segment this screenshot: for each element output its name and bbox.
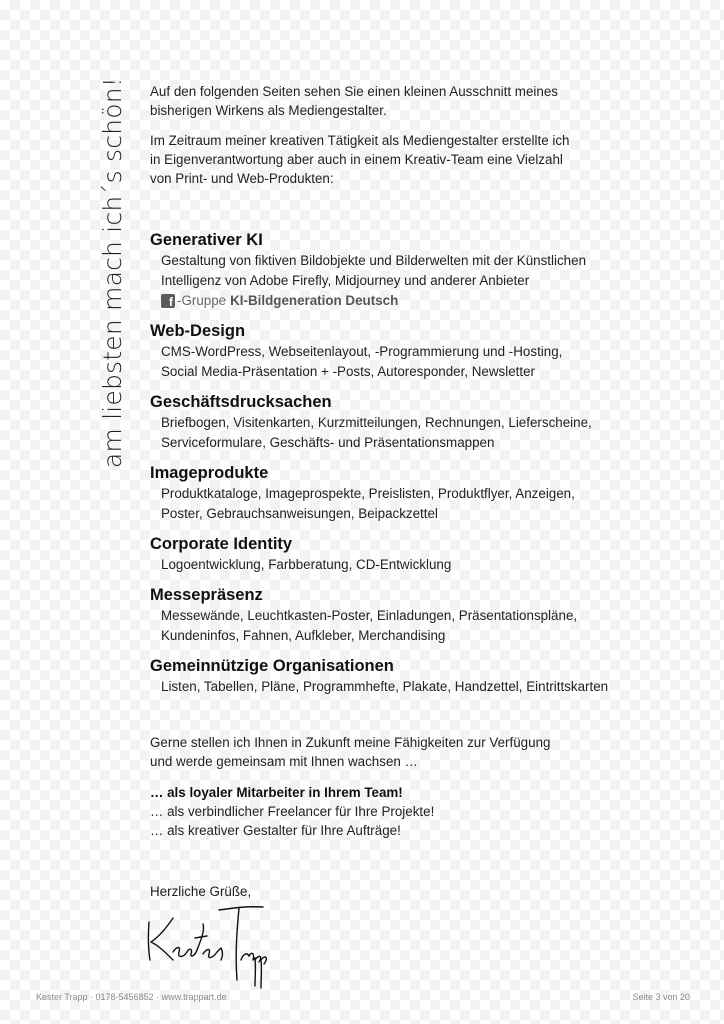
text-line: in Eigenverantwortung aber auch in einem Kreativ-Team eine Vielzahl — [150, 152, 563, 167]
text-line: bisherigen Wirkens als Mediengestalter. — [150, 103, 387, 118]
service-desc-line: Serviceformulare, Geschäfts- und Präsentationsmappen — [161, 435, 495, 450]
pitch-line-freelancer: … als verbindlicher Freelancer für Ihre Projekte! — [150, 804, 435, 819]
service-desc-line: CMS-WordPress, Webseitenlayout, -Programmierung und -Hosting, — [161, 344, 563, 359]
pitch-list — [150, 783, 650, 840]
pitch-line-team: … als loyaler Mitarbeiter in Ihrem Team! — [150, 785, 403, 800]
facebook-group-link[interactable] — [150, 291, 650, 311]
service-title: Imageprodukte — [150, 464, 269, 482]
side-slogan — [82, 76, 142, 468]
service-corporate-identity — [150, 534, 650, 575]
facebook-prefix: -Gruppe — [177, 293, 227, 308]
service-nonprofit — [150, 656, 650, 697]
greeting: Herzliche Grüße, — [150, 884, 252, 899]
service-title: Geschäftsdrucksachen — [150, 393, 332, 411]
service-title: Web-Design — [150, 322, 246, 340]
footer-contact: Kester Trapp · 0178-5456852 · www.trappart.de — [36, 992, 227, 1002]
service-desc-line: Messewände, Leuchtkasten-Poster, Einladungen, Präsentationspläne, — [161, 608, 578, 623]
service-business-print — [150, 392, 650, 453]
text-line: Auf den folgenden Seiten sehen Sie einen kleinen Ausschnitt meines — [150, 84, 558, 99]
intro-paragraph-1 — [150, 82, 650, 120]
service-generative-ai — [150, 230, 650, 311]
service-desc-line: Gestaltung von fiktiven Bildobjekte und Bilderwelten mit der Künstlichen — [161, 253, 587, 268]
service-desc-line: Social Media-Präsentation + -Posts, Autoresponder, Newsletter — [161, 364, 536, 379]
text-line: Gerne stellen ich Ihnen in Zukunft meine Fähigkeiten zur Verfügung — [150, 735, 551, 750]
service-image-products — [150, 463, 650, 524]
services-list — [150, 230, 650, 697]
facebook-icon: f — [161, 294, 175, 308]
service-desc-line: Produktkataloge, Imageprospekte, Preislisten, Produktflyer, Anzeigen, — [161, 486, 575, 501]
side-slogan-text: am liebsten mach ich´s schön! — [97, 76, 127, 468]
text-line: und werde gemeinsam mit Ihnen wachsen … — [150, 754, 418, 769]
text-line: von Print- und Web-Produkten: — [150, 171, 334, 186]
service-desc-line: Intelligenz von Adobe Firefly, Midjourney und anderer Anbieter — [161, 273, 530, 288]
service-title: Messepräsenz — [150, 586, 263, 604]
outro-paragraph — [150, 733, 650, 771]
service-title: Gemeinnützige Organisationen — [150, 657, 394, 675]
service-trade-fair — [150, 585, 650, 646]
signature-image — [143, 900, 273, 990]
service-desc-line: Briefbogen, Visitenkarten, Kurzmitteilungen, Rechnungen, Lieferscheine, — [161, 415, 592, 430]
service-desc-line: Logoentwicklung, Farbberatung, CD-Entwicklung — [161, 557, 452, 572]
service-web-design — [150, 321, 650, 382]
facebook-group-name: KI-Bildgeneration Deutsch — [230, 293, 399, 308]
text-line: Im Zeitraum meiner kreativen Tätigkeit als Mediengestalter erstellte ich — [150, 133, 570, 148]
intro-paragraph-2 — [150, 131, 650, 188]
main-content — [150, 82, 650, 901]
pitch-line-designer: … als kreativer Gestalter für Ihre Aufträge! — [150, 823, 401, 838]
service-title: Generativer KI — [150, 231, 263, 249]
service-desc-line: Poster, Gebrauchsanweisungen, Beipackzettel — [161, 506, 438, 521]
service-title: Corporate Identity — [150, 535, 293, 553]
page-number: Seite 3 von 20 — [632, 992, 690, 1002]
service-desc-line: Listen, Tabellen, Pläne, Programmhefte, Plakate, Handzettel, Eintrittskarten — [161, 679, 609, 694]
service-desc-line: Kundeninfos, Fahnen, Aufkleber, Merchandising — [161, 628, 446, 643]
